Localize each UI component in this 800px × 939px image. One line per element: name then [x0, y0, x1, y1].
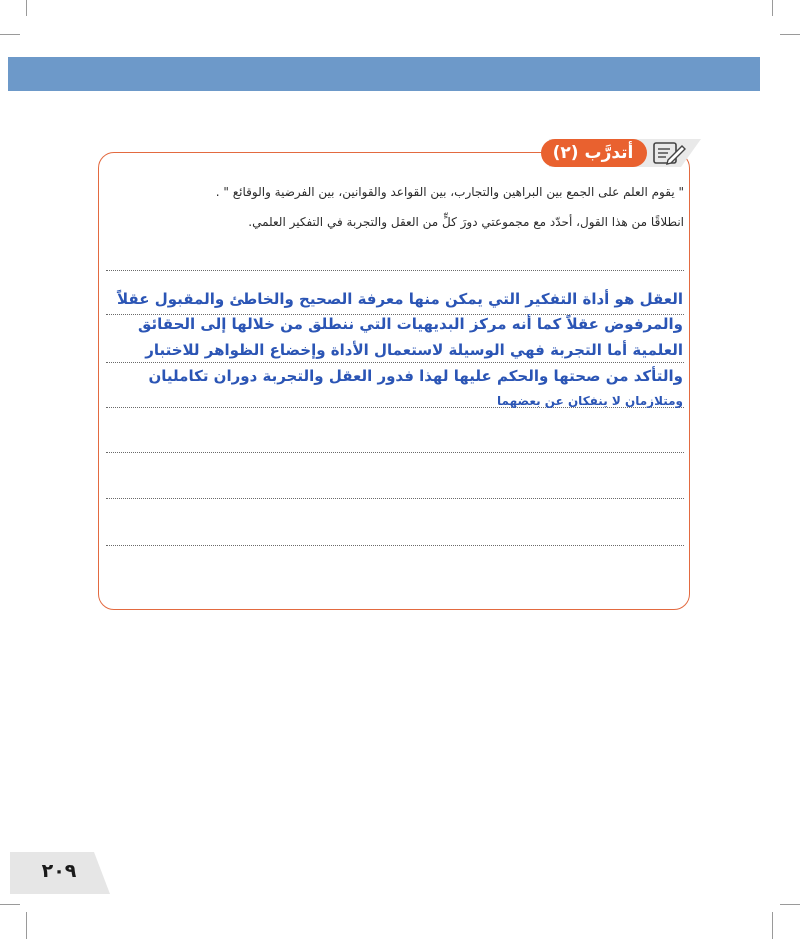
answer-line	[106, 545, 684, 546]
header-band	[8, 57, 760, 91]
crop-mark	[772, 912, 773, 939]
exercise-label: أتدرَّب (٢)	[552, 143, 634, 163]
answer-text-line: والتأكد من صحتها والحكم عليها لهذا فدور العقل والتجربة دوران تكامليان	[148, 367, 683, 385]
crop-mark	[780, 34, 800, 35]
answer-line	[106, 498, 684, 499]
exercise-instruction: انطلاقًا من هذا القول، أحدّد مع مجموعتي دورَ كلٍّ من العقل والتجربة في التفكير العلمي.	[248, 215, 684, 229]
crop-mark	[26, 0, 27, 16]
answer-text-line: والمرفوض عقلاً كما أنه مركز البديهيات التي ننطلق من خلالها إلى الحقائق	[138, 315, 683, 333]
answer-line	[106, 452, 684, 453]
crop-mark	[26, 912, 27, 939]
edit-note-icon	[652, 140, 688, 166]
answer-line	[106, 270, 684, 271]
answer-text-line: العقل هو أداة التفكير التي يمكن منها معرفة الصحيح والخاطئ والمقبول عقلاً	[117, 290, 683, 308]
exercise-quote: " يقوم العلم على الجمع بين البراهين والتجارب، بين القواعد والقوانين، بين الفرضية والوقائع " .	[215, 185, 684, 199]
answer-line	[106, 362, 684, 363]
crop-mark	[772, 0, 773, 16]
answer-text-line: ومتلازمان لا ينفكان عن بعضهما	[497, 394, 683, 408]
crop-mark	[0, 34, 20, 35]
crop-mark	[0, 904, 20, 905]
crop-mark	[780, 904, 800, 905]
page-number: ٢٠٩	[41, 860, 77, 882]
answer-text-line: العلمية أما التجربة فهي الوسيلة لاستعمال الأداة وإخضاع الظواهر للاختبار	[145, 341, 683, 359]
